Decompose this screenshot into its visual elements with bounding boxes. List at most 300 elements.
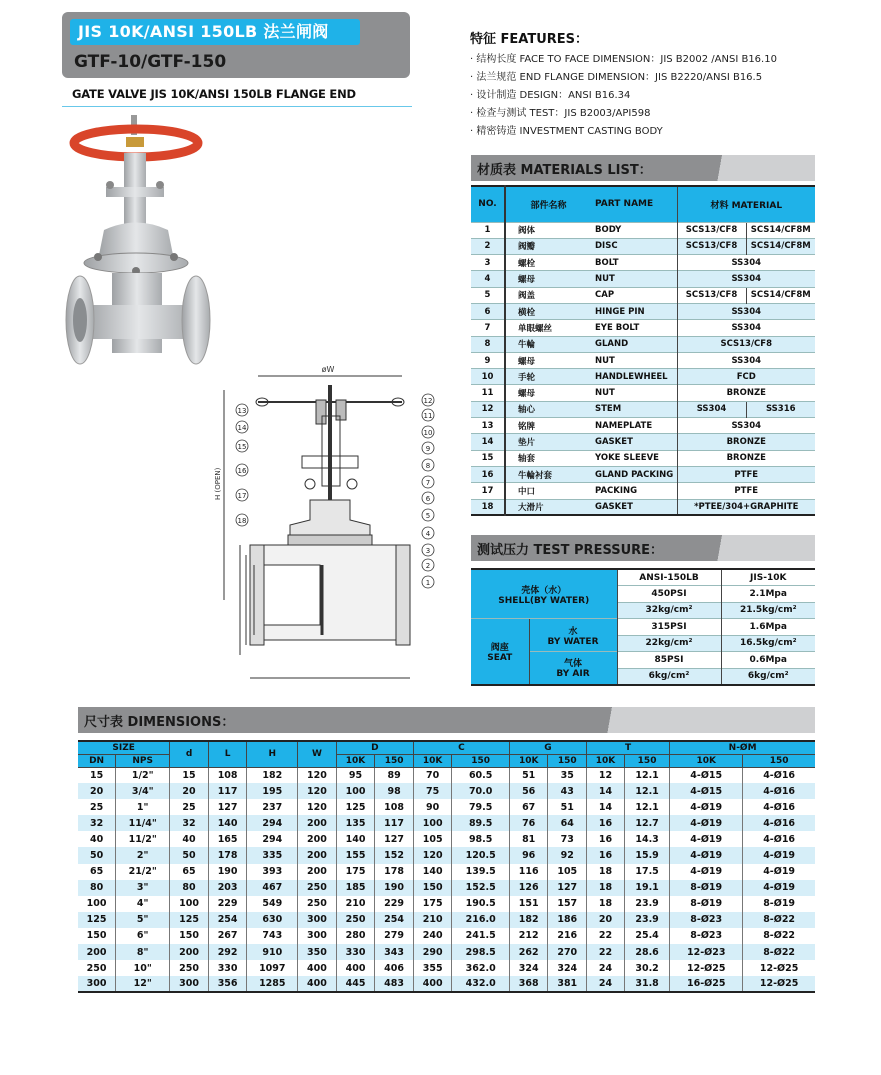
- sub-header: 10K: [670, 754, 743, 767]
- dimension-cell: 8-Ø19: [670, 896, 743, 912]
- material-row: [471, 466, 815, 482]
- dimension-cell: 24: [587, 960, 625, 976]
- part-name-en: EYE BOLT: [591, 320, 677, 336]
- part-name-cn: 大滑片: [505, 499, 591, 515]
- product-title: JIS 10K/ANSI 150LB 法兰闸阀: [70, 19, 360, 45]
- sub-header: 10K: [587, 754, 625, 767]
- dimension-cell: 152.5: [452, 880, 509, 896]
- pressure-value: 16.5kg/cm²: [721, 635, 815, 652]
- dimension-cell: 150: [413, 880, 452, 896]
- dimension-cell: 32: [78, 815, 116, 831]
- dimension-cell: 50: [78, 847, 116, 863]
- dimension-cell: 75: [413, 783, 452, 799]
- part-name-cn: 牛輪衬套: [505, 466, 591, 482]
- dimension-cell: 290: [413, 944, 452, 960]
- dimension-cell: 95: [336, 767, 375, 783]
- dimension-cell: 324: [509, 960, 548, 976]
- pressure-value: 0.6Mpa: [721, 652, 815, 669]
- dimension-cell: 150: [170, 928, 209, 944]
- pressure-value: 6kg/cm²: [617, 668, 721, 685]
- air-label: 气体 BY AIR: [529, 652, 617, 685]
- part-no: 4: [471, 271, 505, 287]
- dimension-cell: 14.3: [624, 831, 669, 847]
- dimension-cell: 6": [116, 928, 170, 944]
- material-row: [471, 499, 815, 515]
- material: SS304: [677, 418, 815, 434]
- part-name-cn: 螺栓: [505, 255, 591, 271]
- col-ansi: ANSI-150LB: [617, 569, 721, 586]
- dimension-cell: 250: [78, 960, 116, 976]
- dimension-cell: 8-Ø22: [743, 928, 815, 944]
- material: SCS13/CF8: [677, 336, 815, 352]
- dimension-cell: 1/2": [116, 767, 170, 783]
- dimension-cell: 12.1: [624, 767, 669, 783]
- dimension-cell: 8-Ø19: [670, 880, 743, 896]
- dimension-row: [78, 815, 815, 831]
- part-label-18: 18: [237, 517, 247, 525]
- gland-flange: [106, 187, 164, 197]
- part-label-8: 8: [425, 462, 431, 470]
- dimension-cell: 300: [170, 976, 209, 992]
- dimension-cell: 4-Ø19: [670, 799, 743, 815]
- pressure-value: 1.6Mpa: [721, 619, 815, 636]
- dimension-row: [78, 847, 815, 863]
- part-label-12: 12: [423, 397, 433, 405]
- material-2: SCS14/CF8M: [746, 222, 815, 238]
- dimension-cell: 203: [208, 880, 247, 896]
- part-label-6: 6: [425, 495, 431, 503]
- dimension-cell: 200: [298, 864, 337, 880]
- dimension-cell: 212: [509, 928, 548, 944]
- dimension-cell: 10": [116, 960, 170, 976]
- dimension-cell: 300: [78, 976, 116, 992]
- dimension-cell: 262: [509, 944, 548, 960]
- material-row: [471, 418, 815, 434]
- dimension-cell: 117: [375, 815, 414, 831]
- part-name-en: GASKET: [591, 499, 677, 515]
- dimension-cell: 165: [208, 831, 247, 847]
- dimension-cell: 51: [548, 799, 587, 815]
- dimension-row: [78, 896, 815, 912]
- material-row: [471, 303, 815, 319]
- dim-label-h: H (OPEN): [214, 467, 222, 500]
- part-no: 9: [471, 352, 505, 368]
- dimension-cell: 140: [336, 831, 375, 847]
- dimension-cell: 8-Ø19: [743, 896, 815, 912]
- dimension-cell: 8": [116, 944, 170, 960]
- part-name-cn: 螺母: [505, 385, 591, 401]
- dimension-cell: 343: [375, 944, 414, 960]
- feature-item: · 法兰规范 END FLANGE DIMENSION：JIS B2220/ANSI B16.5: [470, 69, 830, 87]
- dimension-cell: 400: [413, 976, 452, 992]
- dimension-cell: 4-Ø16: [743, 783, 815, 799]
- sub-header: 150: [743, 754, 815, 767]
- dimension-cell: 23.9: [624, 912, 669, 928]
- dimension-cell: 178: [375, 864, 414, 880]
- dimension-cell: 5": [116, 912, 170, 928]
- dimension-cell: 22: [587, 928, 625, 944]
- dimension-cell: 190: [208, 864, 247, 880]
- part-name-en: NUT: [591, 385, 677, 401]
- part-label-11: 11: [423, 412, 433, 420]
- valve-photo: [64, 115, 214, 385]
- part-no: 12: [471, 401, 505, 417]
- dimension-cell: 15.9: [624, 847, 669, 863]
- part-name-cn: 轴心: [505, 401, 591, 417]
- pressure-value: 2.1Mpa: [721, 586, 815, 603]
- material: SS304: [677, 255, 815, 271]
- material: FCD: [677, 369, 815, 385]
- pressure-value: 315PSI: [617, 619, 721, 636]
- dimension-cell: 4-Ø19: [743, 864, 815, 880]
- dimension-cell: 254: [208, 912, 247, 928]
- materials-table: [471, 185, 815, 516]
- dimension-cell: 185: [336, 880, 375, 896]
- dimension-cell: 80: [78, 880, 116, 896]
- material: BRONZE: [677, 450, 815, 466]
- dimension-cell: 70: [413, 767, 452, 783]
- dimension-cell: 229: [208, 896, 247, 912]
- dimension-cell: 467: [247, 880, 298, 896]
- dimension-row: [78, 944, 815, 960]
- material: PTFE: [677, 483, 815, 499]
- sub-header: 150: [548, 754, 587, 767]
- dimension-cell: 152: [375, 847, 414, 863]
- dimension-cell: 4-Ø19: [670, 831, 743, 847]
- dimension-cell: 294: [247, 831, 298, 847]
- shell-label: 壳体（水） SHELL(BY WATER): [471, 569, 617, 619]
- dimension-cell: 445: [336, 976, 375, 992]
- features-section: [470, 28, 830, 141]
- dimensions-band: [78, 707, 815, 733]
- dimension-cell: 35: [548, 767, 587, 783]
- dimension-cell: 117: [208, 783, 247, 799]
- material-row: [471, 401, 815, 417]
- part-name-cn: 中口: [505, 483, 591, 499]
- dimension-cell: 483: [375, 976, 414, 992]
- dimension-cell: 190: [375, 880, 414, 896]
- dimension-cell: 25: [170, 799, 209, 815]
- material-row: [471, 352, 815, 368]
- part-label-1: 1: [425, 579, 431, 587]
- dimension-cell: 116: [509, 864, 548, 880]
- dimension-cell: 120: [298, 767, 337, 783]
- part-label-15: 15: [237, 443, 247, 451]
- product-subtitle: GATE VALVE JIS 10K/ANSI 150LB FLANGE END: [72, 87, 356, 101]
- dimension-cell: 280: [336, 928, 375, 944]
- material-1: SS304: [677, 401, 746, 417]
- part-name-cn: 铭牌: [505, 418, 591, 434]
- part-label-14: 14: [237, 424, 247, 432]
- dimension-row: [78, 912, 815, 928]
- material-2: SCS14/CF8M: [746, 287, 815, 303]
- dimension-cell: 350: [298, 944, 337, 960]
- dimension-cell: 400: [298, 960, 337, 976]
- pressure-value: 32kg/cm²: [617, 602, 721, 619]
- valve-pipe: [84, 305, 194, 339]
- dimension-cell: 89.5: [452, 815, 509, 831]
- dimension-cell: 56: [509, 783, 548, 799]
- dimension-cell: 237: [247, 799, 298, 815]
- dimension-cell: 294: [247, 815, 298, 831]
- part-name-en: NAMEPLATE: [591, 418, 677, 434]
- material-1: SCS13/CF8: [677, 238, 746, 254]
- dimension-cell: 25: [78, 799, 116, 815]
- sub-header: 10K: [509, 754, 548, 767]
- dimension-cell: 105: [413, 831, 452, 847]
- dimension-cell: 16: [587, 831, 625, 847]
- sub-header: 150: [452, 754, 509, 767]
- part-no: 16: [471, 466, 505, 482]
- dimension-cell: 125: [78, 912, 116, 928]
- pressure-value: 450PSI: [617, 586, 721, 603]
- dimension-cell: 175: [336, 864, 375, 880]
- dimension-cell: 229: [375, 896, 414, 912]
- dimension-cell: 120.5: [452, 847, 509, 863]
- dimension-cell: 4-Ø16: [743, 767, 815, 783]
- material-2: SCS14/CF8M: [746, 238, 815, 254]
- dimension-cell: 1": [116, 799, 170, 815]
- dimension-cell: 50: [170, 847, 209, 863]
- water-label: 水 BY WATER: [529, 619, 617, 652]
- part-no: 6: [471, 303, 505, 319]
- dimension-cell: 14: [587, 783, 625, 799]
- dimension-cell: 4-Ø15: [670, 767, 743, 783]
- col-G: G: [509, 741, 586, 754]
- col-size: SIZE: [78, 741, 170, 754]
- dimension-cell: 279: [375, 928, 414, 944]
- part-name-cn: 牛輪: [505, 336, 591, 352]
- dimension-cell: 15: [170, 767, 209, 783]
- dimension-cell: 4-Ø19: [670, 864, 743, 880]
- dimension-row: [78, 799, 815, 815]
- dimension-cell: 175: [413, 896, 452, 912]
- material-1: SCS13/CF8: [677, 222, 746, 238]
- dimension-cell: 108: [375, 799, 414, 815]
- part-name-cn: 单眼螺丝: [505, 320, 591, 336]
- part-name-en: DISC: [591, 238, 677, 254]
- sub-header: 10K: [336, 754, 375, 767]
- dimension-cell: 120: [298, 783, 337, 799]
- dimension-cell: 96: [509, 847, 548, 863]
- pressure-value: 22kg/cm²: [617, 635, 721, 652]
- dimension-cell: 200: [298, 847, 337, 863]
- dimension-cell: 100: [413, 815, 452, 831]
- part-label-16: 16: [237, 467, 247, 475]
- dimension-cell: 155: [336, 847, 375, 863]
- col-T: T: [587, 741, 670, 754]
- material-row: [471, 369, 815, 385]
- part-label-13: 13: [237, 407, 247, 415]
- dimension-cell: 70.0: [452, 783, 509, 799]
- dimension-cell: 12": [116, 976, 170, 992]
- dimension-cell: 300: [298, 928, 337, 944]
- part-name-en: GLAND PACKING: [591, 466, 677, 482]
- dimension-cell: 12: [587, 767, 625, 783]
- part-name-cn: 阀体: [505, 222, 591, 238]
- dimension-cell: 127: [548, 880, 587, 896]
- pressure-value: 21.5kg/cm²: [721, 602, 815, 619]
- dimension-cell: 22: [587, 944, 625, 960]
- dimension-cell: 21/2": [116, 864, 170, 880]
- dimension-cell: 4-Ø19: [670, 847, 743, 863]
- col-part-en: PART NAME: [591, 186, 677, 222]
- dimension-cell: 292: [208, 944, 247, 960]
- part-no: 1: [471, 222, 505, 238]
- part-name-en: HANDLEWHEEL: [591, 369, 677, 385]
- dimension-cell: 4-Ø19: [743, 880, 815, 896]
- dimension-cell: 406: [375, 960, 414, 976]
- dimension-cell: 65: [78, 864, 116, 880]
- material-row: [471, 483, 815, 499]
- material-2: SS316: [746, 401, 815, 417]
- material: SS304: [677, 320, 815, 336]
- divider: [62, 106, 412, 107]
- dimension-cell: 28.6: [624, 944, 669, 960]
- dimension-cell: 17.5: [624, 864, 669, 880]
- col-C: C: [413, 741, 509, 754]
- dimension-cell: 30.2: [624, 960, 669, 976]
- dimension-row: [78, 831, 815, 847]
- part-label-10: 10: [423, 429, 433, 437]
- material-row: [471, 320, 815, 336]
- dimension-cell: 12-Ø25: [670, 960, 743, 976]
- dimension-cell: 51: [509, 767, 548, 783]
- part-name-en: YOKE SLEEVE: [591, 450, 677, 466]
- dimension-cell: 182: [509, 912, 548, 928]
- dimension-cell: 267: [208, 928, 247, 944]
- col-w: W: [298, 741, 337, 767]
- sub-header: DN: [78, 754, 116, 767]
- part-name-en: PACKING: [591, 483, 677, 499]
- part-name-en: NUT: [591, 271, 677, 287]
- dimension-cell: 76: [509, 815, 548, 831]
- dimension-cell: 18: [587, 896, 625, 912]
- dimension-cell: 8-Ø22: [743, 944, 815, 960]
- dimensions-heading: 尺寸表 DIMENSIONS：: [84, 715, 235, 730]
- material: *PTEE/304+GRAPHITE: [677, 499, 815, 515]
- dimension-cell: 98: [375, 783, 414, 799]
- dimension-cell: 3/4": [116, 783, 170, 799]
- part-name-cn: 阀盖: [505, 287, 591, 303]
- dimension-cell: 190.5: [452, 896, 509, 912]
- dimension-cell: 216: [548, 928, 587, 944]
- dimension-cell: 12.7: [624, 815, 669, 831]
- col-material: 材料 MATERIAL: [677, 186, 815, 222]
- dimension-cell: 1285: [247, 976, 298, 992]
- features-heading: 特征 FEATURES：: [470, 32, 589, 47]
- dimension-cell: 4-Ø16: [743, 831, 815, 847]
- material-row: [471, 238, 815, 254]
- sub-header: NPS: [116, 754, 170, 767]
- dimension-cell: 67: [509, 799, 548, 815]
- col-d: d: [170, 741, 209, 767]
- part-name-cn: 阀瓣: [505, 238, 591, 254]
- dimension-row: [78, 864, 815, 880]
- dimension-cell: 2": [116, 847, 170, 863]
- material-1: SCS13/CF8: [677, 287, 746, 303]
- part-name-en: BOLT: [591, 255, 677, 271]
- dimension-cell: 1097: [247, 960, 298, 976]
- pressure-heading: 测试压力 TEST PRESSURE：: [477, 543, 664, 558]
- dimension-cell: 210: [336, 896, 375, 912]
- dimension-cell: 14: [587, 799, 625, 815]
- dimension-cell: 355: [413, 960, 452, 976]
- dimension-cell: 910: [247, 944, 298, 960]
- dimension-cell: 432.0: [452, 976, 509, 992]
- dimension-cell: 43: [548, 783, 587, 799]
- dimension-cell: 3": [116, 880, 170, 896]
- dimension-cell: 324: [548, 960, 587, 976]
- dimension-cell: 126: [509, 880, 548, 896]
- sub-header: 150: [624, 754, 669, 767]
- feature-item: · 检查与测试 TEST：JIS B2003/API598: [470, 105, 830, 123]
- dimension-cell: 4-Ø19: [670, 815, 743, 831]
- material: SS304: [677, 303, 815, 319]
- dimension-cell: 140: [413, 864, 452, 880]
- dimension-cell: 250: [298, 880, 337, 896]
- dimension-cell: 16-Ø25: [670, 976, 743, 992]
- dimension-cell: 20: [78, 783, 116, 799]
- materials-band: [471, 155, 815, 181]
- dimension-cell: 18: [587, 880, 625, 896]
- dimension-cell: 393: [247, 864, 298, 880]
- dimension-cell: 24: [587, 976, 625, 992]
- part-no: 8: [471, 336, 505, 352]
- dimension-cell: 298.5: [452, 944, 509, 960]
- dimension-cell: 200: [298, 815, 337, 831]
- dimension-row: [78, 880, 815, 896]
- material: SS304: [677, 352, 815, 368]
- part-no: 15: [471, 450, 505, 466]
- material-row: [471, 450, 815, 466]
- dimension-cell: 300: [298, 912, 337, 928]
- col-no: NO.: [471, 186, 505, 222]
- dimension-cell: 120: [413, 847, 452, 863]
- dimension-cell: 79.5: [452, 799, 509, 815]
- part-name-cn: 螺母: [505, 352, 591, 368]
- dimension-cell: 65: [170, 864, 209, 880]
- dimension-cell: 100: [336, 783, 375, 799]
- dimension-cell: 4-Ø16: [743, 799, 815, 815]
- dimension-cell: 140: [208, 815, 247, 831]
- dimension-cell: 25.4: [624, 928, 669, 944]
- dimension-cell: 195: [247, 783, 298, 799]
- dimension-cell: 186: [548, 912, 587, 928]
- dimension-cell: 240: [413, 928, 452, 944]
- dimension-cell: 356: [208, 976, 247, 992]
- dimension-cell: 98.5: [452, 831, 509, 847]
- dimension-cell: 12.1: [624, 783, 669, 799]
- material-row: [471, 255, 815, 271]
- part-name-en: STEM: [591, 401, 677, 417]
- feature-item: · 精密铸造 INVESTMENT CASTING BODY: [470, 123, 830, 141]
- dimension-cell: 4-Ø15: [670, 783, 743, 799]
- dimension-cell: 250: [298, 896, 337, 912]
- dimension-cell: 400: [336, 960, 375, 976]
- part-label-7: 7: [425, 479, 431, 487]
- dimension-cell: 90: [413, 799, 452, 815]
- dimension-cell: 40: [78, 831, 116, 847]
- dimension-cell: 743: [247, 928, 298, 944]
- dimension-cell: 250: [170, 960, 209, 976]
- part-name-en: HINGE PIN: [591, 303, 677, 319]
- part-name-en: BODY: [591, 222, 677, 238]
- dimension-cell: 200: [298, 831, 337, 847]
- dimension-cell: 125: [336, 799, 375, 815]
- pressure-table: [471, 568, 815, 686]
- dimension-cell: 216.0: [452, 912, 509, 928]
